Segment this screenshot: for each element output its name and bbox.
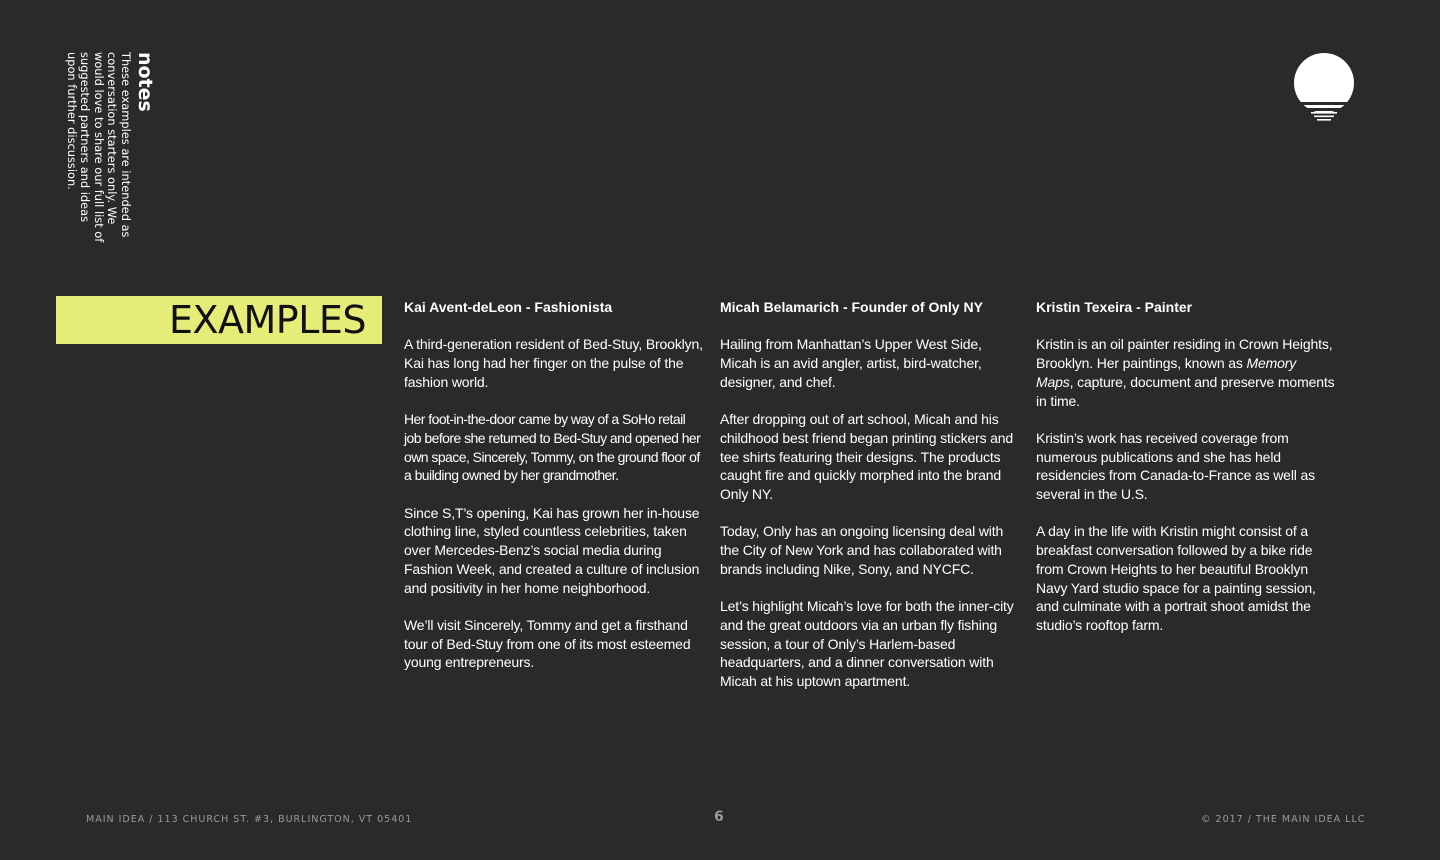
column-heading: Micah Belamarich - Founder of Only NY	[720, 299, 983, 315]
paragraph-text: , capture, document and preserve moments in time.	[1036, 373, 1335, 409]
examples-banner	[56, 296, 382, 344]
footer-copyright: © 2017 / THE MAIN IDEA LLC	[1201, 814, 1366, 825]
paragraph-italic-title: Memory Maps	[1036, 355, 1297, 390]
page-number: 6	[714, 809, 724, 825]
column-paragraph: Her foot-in-the-door came by way of a SoHo retail job before she returned to Bed-Stuy and opened her own space, Sincerely, Tommy, on the ground floor of a building owned by her grandmother.	[404, 411, 701, 484]
example-column-kristin	[1036, 298, 1336, 653]
column-heading: Kai Avent-deLeon - Fashionista	[404, 299, 613, 315]
paragraph-text: Kristin is an oil painter residing in Crown Heights, Brooklyn. Her paintings, known as	[1036, 336, 1333, 372]
column-heading: Kristin Texeira - Painter	[1036, 299, 1193, 315]
footer-address: MAIN IDEA / 113 CHURCH ST. #3, BURLINGTON, VT 05401	[86, 814, 413, 825]
notes-title: notes	[134, 52, 156, 112]
examples-title: EXAMPLES	[168, 298, 366, 342]
column-paragraph	[1036, 335, 1336, 410]
column-paragraph: Let’s highlight Micah’s love for both the inner-city and the great outdoors via an urban fly fishing session, a tour of Only’s Harlem-based headquarters, and a dinner conversation with Micah at his uptown apartment.	[720, 598, 1014, 689]
column-paragraph: Kristin’s work has received coverage from numerous publications and she has held residencies from Canada-to-France as well as several in the U.S.	[1036, 429, 1315, 502]
column-paragraph: Today, Only has an ongoing licensing deal with the City of New York and has collaborated with brands including Nike, Sony, and NYCFC.	[720, 523, 1004, 577]
example-column-micah	[720, 298, 1020, 709]
column-paragraph: A third-generation resident of Bed-Stuy, Brooklyn, Kai has long had her finger on the pulse of the fashion world.	[404, 336, 703, 390]
setting-sun-icon	[1293, 52, 1355, 124]
example-column-kai	[404, 298, 704, 691]
notes-body: These examples are intended as conversation starters only. We would love to share our full list of suggested partners and ideas upon further discussion.	[64, 52, 133, 243]
notes-sidebar	[64, 52, 156, 252]
column-paragraph: Hailing from Manhattan’s Upper West Side, Micah is an avid angler, artist, bird-watcher, designer, and chef.	[720, 336, 982, 390]
column-paragraph: A day in the life with Kristin might consist of a breakfast conversation followed by a bike ride from Crown Heights to her beautiful Brooklyn Navy Yard studio space for a painting session, and culminate with a portrait shoot amidst the studio’s rooftop farm.	[1036, 523, 1316, 633]
column-paragraph: After dropping out of art school, Micah and his childhood best friend began printing stickers and tee shirts featuring their designs. The products caught fire and quickly morphed into the brand Only NY.	[720, 411, 1014, 502]
column-paragraph: We’ll visit Sincerely, Tommy and get a firsthand tour of Bed-Stuy from one of its most esteemed young entrepreneurs.	[404, 616, 691, 671]
column-paragraph: Since S,T’s opening, Kai has grown her in-house clothing line, styled countless celebrities, taken over Mercedes-Benz’s social media during Fashion Week, and created a culture of inclusion and positivity in her home neighborhood.	[404, 504, 700, 596]
